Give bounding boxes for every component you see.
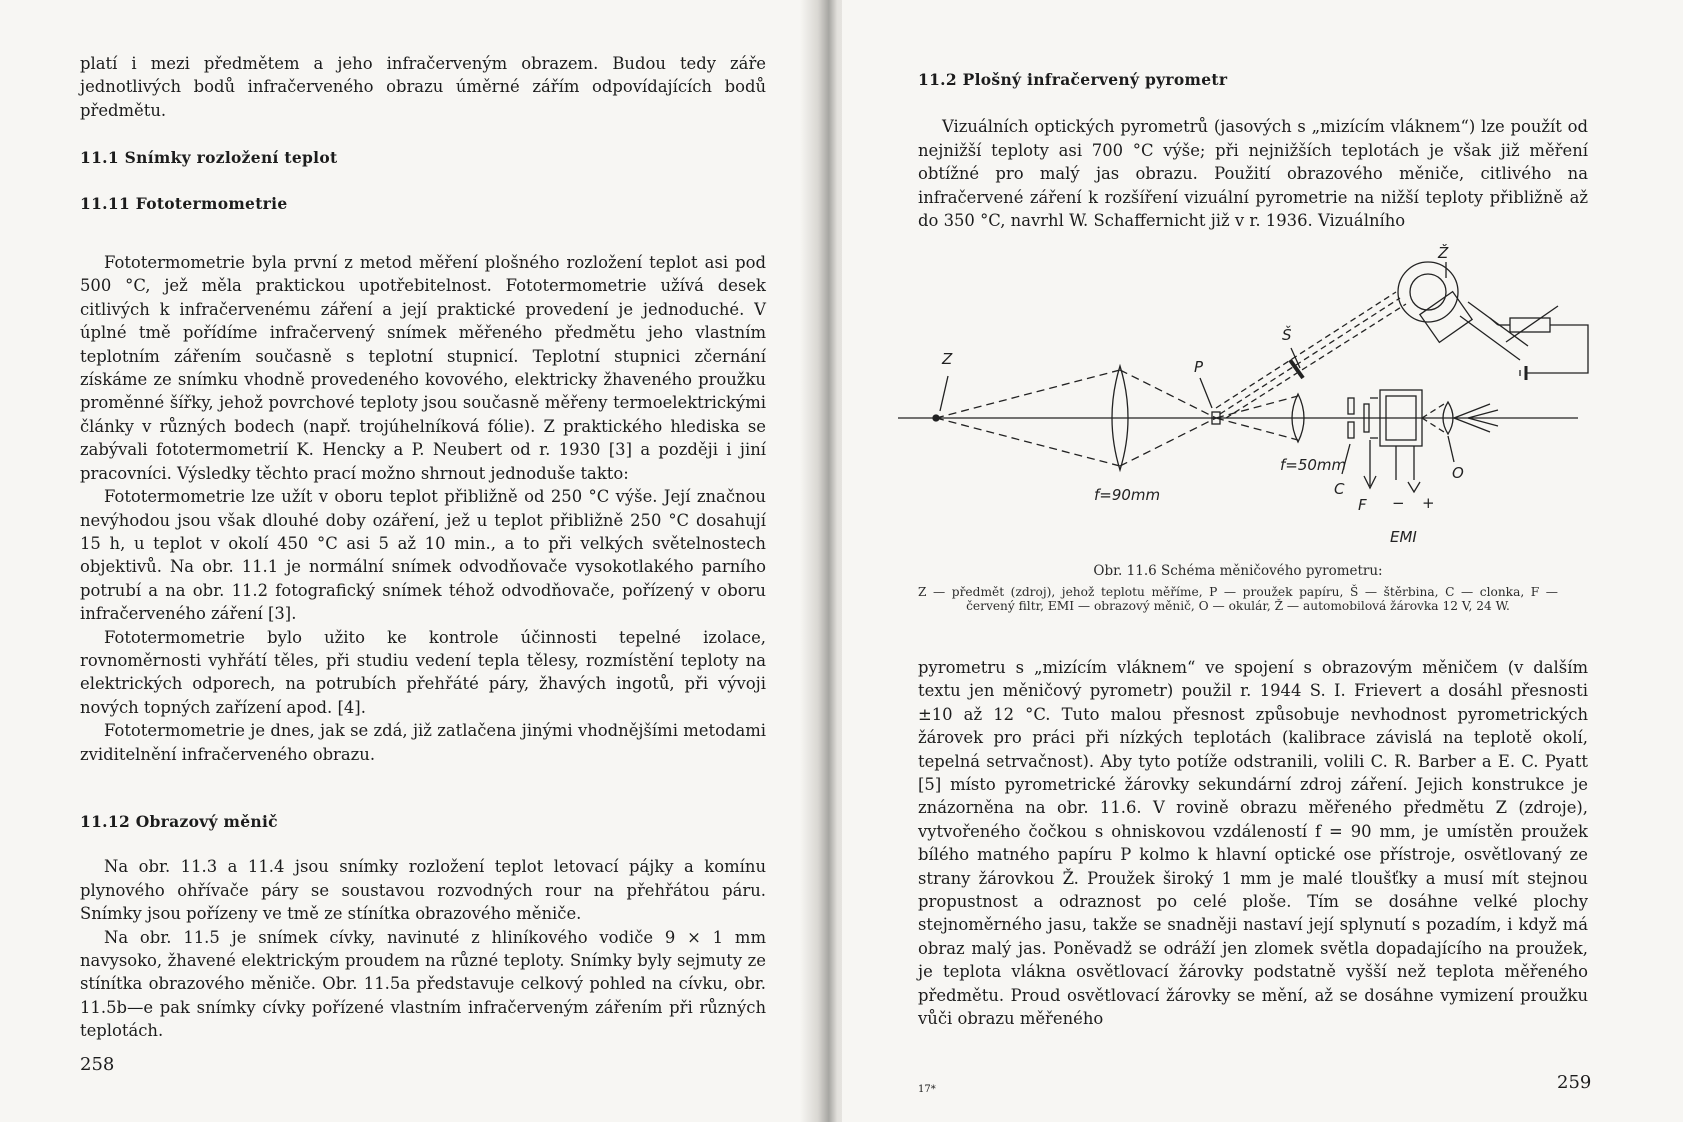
section-heading-11-11: 11.11 Fototermometrie	[80, 193, 288, 213]
caption-body: Z — předmět (zdroj), jehož teplotu měříme, P — proužek papíru, Š — štěrbina, C — clonka, F — červený filtr, EMI — obrazový měnič, O — okulár, Ž — automobilová žárovka 12 V, 24 W.	[918, 584, 1558, 614]
section-heading-11-1: 11.1 Snímky rozložení teplot	[80, 148, 338, 168]
printer-signature-mark: 17*	[918, 1084, 936, 1095]
label-zh: Ž	[1438, 244, 1449, 263]
label-minus: −	[1392, 494, 1405, 513]
label-f: F	[1358, 496, 1367, 515]
paragraph-fototermometrie-2: Fototermometrie lze užít v oboru teplot přibližně od 250 °C výše. Její značnou nevýhodou jsou však dlouhé doby ozáření, jež u teplot přibližně 250 °C dosahují 15 h, u teplot v okolí 450 °C asi 5 až 10 min., a to při velkých světelnostech objektivů. Na obr. 11.1 je normální snímek odvodňovače vysokotlakého parního potrubí a na obr. 11.2 fotografický snímek téhož odvodňovače, pořízený v oboru infračerveného záření [3].	[80, 487, 766, 624]
paragraph-fototermometrie-4: Fototermometrie je dnes, jak se zdá, již zatlačena jinými vhodnějšími metodami zviditelnění infračerveného obrazu.	[80, 721, 766, 764]
intro-paragraph: platí i mezi předmětem a jeho infračerveným obrazem. Budou tedy záře jednotlivých bodů infračerveného obrazu úměrné zářím odpovídajících bodů předmětu.	[80, 54, 766, 120]
page-number-right: 259	[1557, 1072, 1592, 1093]
label-z: Z	[942, 350, 953, 369]
aperture-c	[1348, 398, 1354, 414]
slit-s	[1290, 360, 1303, 378]
section-heading-11-2: 11.2 Plošný infračervený pyrometr	[918, 70, 1228, 89]
caption-title: Obr. 11.6 Schéma měničového pyrometru:	[1093, 563, 1383, 580]
label-s: Š	[1282, 326, 1292, 345]
section-heading-11-12: 11.12 Obrazový měnič	[80, 811, 278, 831]
label-f50: f=50mm	[1280, 456, 1347, 475]
figure-caption	[918, 564, 1558, 614]
label-o: O	[1452, 464, 1464, 483]
schematic-drawing	[898, 248, 1598, 558]
label-p: P	[1194, 358, 1204, 377]
label-f90: f=90mm	[1094, 486, 1161, 505]
paragraph-menic-2: Na obr. 11.5 je snímek cívky, navinuté z hliníkového vodiče 9 × 1 mm navysoko, žhavené elektrickým proudem na různé teploty. Snímky byly sejmuty ze stínítka obrazového měniče. Obr. 11.5a představuje celkový pohled na cívku, obr. 11.5b—e pak snímky cívky pořízené vlastním infračerveným zářením při různých teplotách.	[80, 927, 766, 1041]
figure-pyrometer-schematic	[898, 244, 1598, 558]
paragraph-menic-1: Na obr. 11.3 a 11.4 jsou snímky rozložení teplot letovací pájky a komínu plynového ohřívače páry se soustavou rozvodných rour na přehřátou páru. Snímky jsou pořízeny ve tmě ze stínítka obrazového měniče.	[80, 857, 766, 924]
right-page-text-column	[918, 68, 1588, 1030]
paragraph-fototermometrie-1: Fototermometrie byla první z metod měření plošného rozložení teplot asi pod 500 °C, jež měla praktickou upotřebitelnost. Fototermometrie užívá desek citlivých k infračervenému záření a její praktické provedení je jednoduché. V úplné tmě pořídíme infračervený snímek měřeného předmětu jeho vlastním teplotním zářením současně s teplotní stupnicí. Teplotní stupnici zčernání získáme ze snímku vhodně provedeného kovového, elektricky žhaveného proužku proměnné šířky, jehož povrchové teploty jsou současně měřeny termoelektrickými články v různých bodech (např. trojúhelníková fólie). Z praktického hlediska se zabývali fototermometrií K. Hencky a P. Neubert od r. 1930 [3] a později i jiní pracovníci. Výsledky těchto prací možno shrnout jednoduše takto:	[80, 253, 766, 483]
label-c: C	[1334, 480, 1345, 499]
bulb-housing	[1398, 262, 1458, 322]
paragraph-pyrometr-1: Vizuálních optických pyrometrů (jasových s „mizícím vláknem“) lze použít od nejnižší teploty asi 700 °C výše; při nejnižších teplotách je však již měření obtížné pro malý jas obrazu. Použití obrazového měniče, citlivého na infračervené záření k rozšíření vizuální pyrometrie na nižší teploty přibližně až do 350 °C, navrhl W. Schaffernicht již v r. 1936. Vizuálního	[918, 117, 1588, 231]
label-emi: EMI	[1390, 528, 1417, 547]
label-plus: +	[1422, 494, 1435, 513]
bulb-zarovka	[1410, 274, 1446, 310]
paragraph-fototermometrie-3: Fototermometrie bylo užito ke kontrole účinnosti tepelné izolace, rovnoměrnosti vyhřátí těles, při studiu vedení tepla tělesy, rozmístění teploty na elektrických odporech, na potrubích přehřáté páry, žhavých ingotů, při vývoji nových topných zařízení apod. [4].	[80, 627, 766, 717]
paragraph-pyrometr-2: pyrometru s „mizícím vláknem“ ve spojení s obrazovým měničem (v dalším textu jen měničový pyrometr) použil r. 1944 S. I. Frievert a dosáhl přesnosti ±10 až 12 °C. Tuto malou přesnost způsobuje nevhodnost pyrometrických žárovek pro práci při nízkých teplotách (kalibrace závislá na teplotě okolí, tepelná setrvačnost). Aby tyto potíže odstranili, volili C. R. Barber a E. C. Pyatt [5] místo pyrometrické žárovky sekundární zdroj záření. Jejich konstrukce je znázorněna na obr. 11.6. V rovině obrazu měřeného předmětu Z (zdroje), vytvořeného čočkou s ohniskovou vzdáleností f = 90 mm, je umístěn proužek bílého matného papíru P kolmo k hlavní optické ose přístroje, osvětlovaný ze strany žárovkou Ž. Proužek široký 1 mm je malé tloušťky a musí mít stejnou propustnost a odraznost po celé ploše. Tím se dosáhne velké plochy stejnoměrného jasu, takže se snadněji nastaví její splynutí s pozadím, i když má obraz malý jas. Poněvadž se odráží jen zlomek světla dopadajícího na proužek, je teplota vlákna osvětlovací žárovky podstatně vyšší než teplota měřeného předmětu. Proud osvětlovací žárovky se mění, až se dosáhne vymizení proužku vůči obrazu měřeného	[918, 657, 1588, 1029]
left-page-text-column	[80, 52, 766, 1043]
left-page	[0, 0, 832, 1122]
page-number-left: 258	[80, 1054, 115, 1075]
